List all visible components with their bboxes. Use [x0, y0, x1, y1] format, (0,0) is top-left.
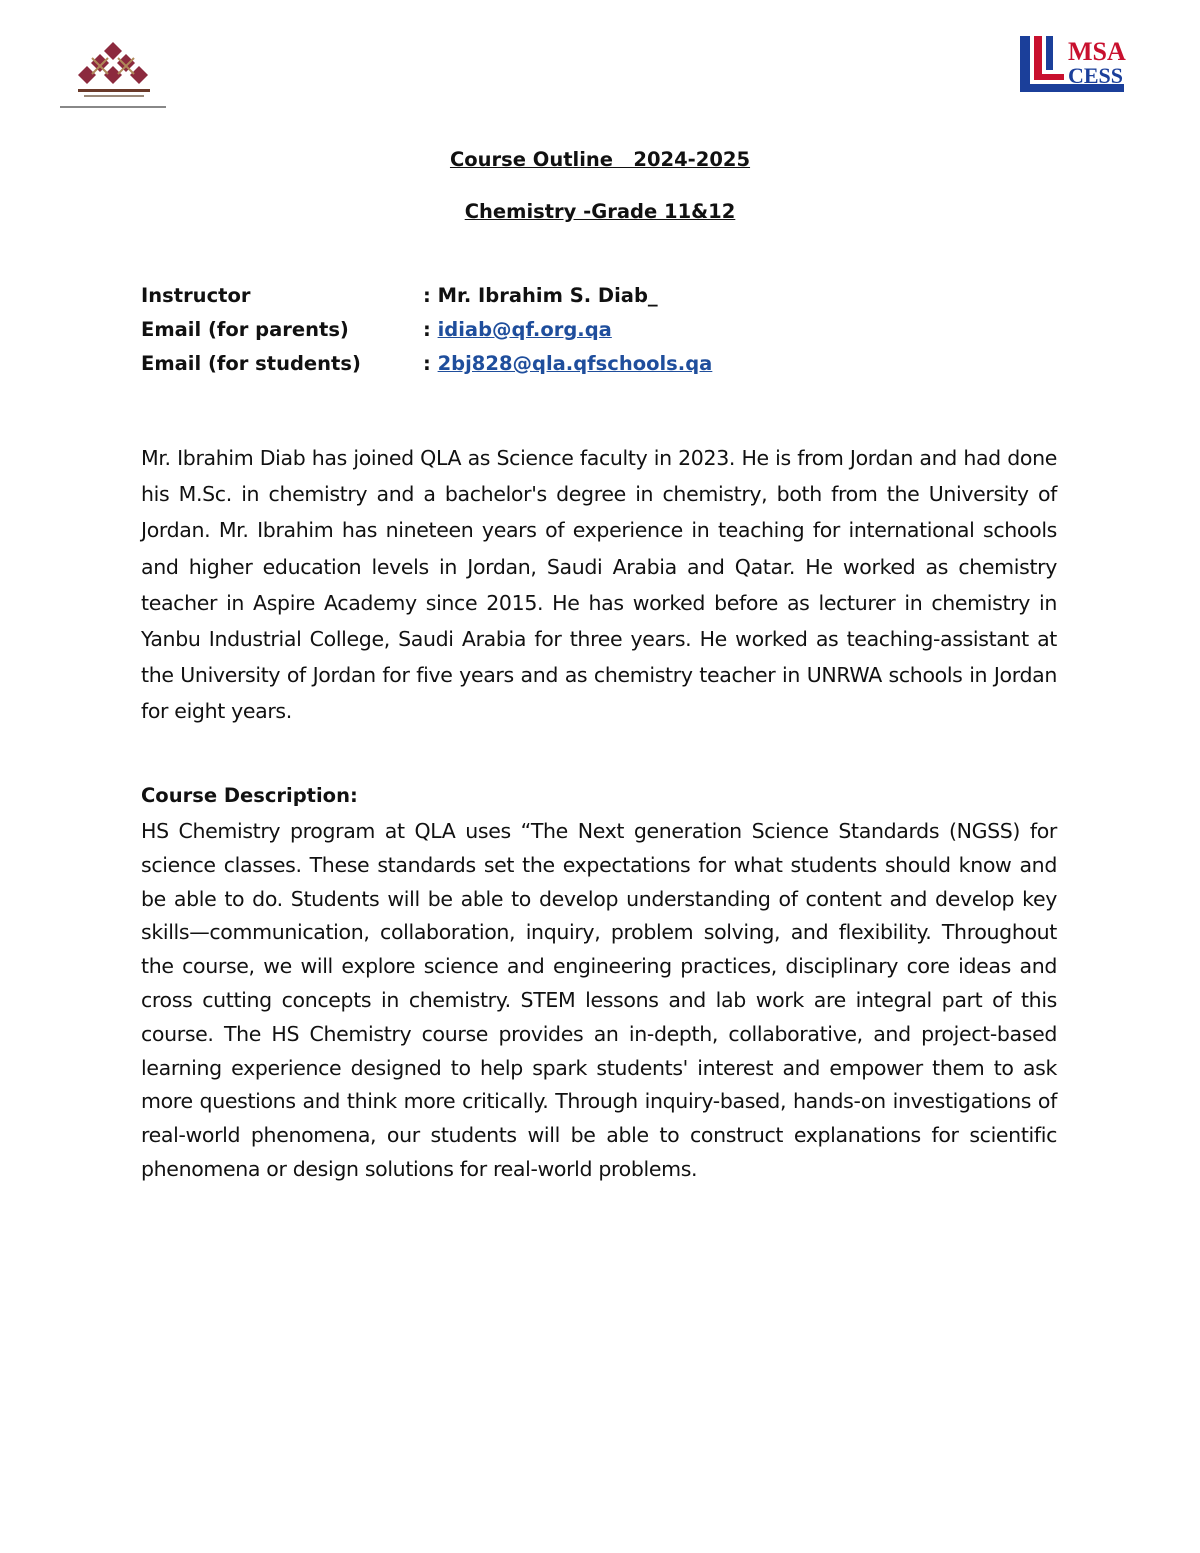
svg-text:MSA: MSA — [1068, 37, 1126, 66]
parents-email-prefix: : — [423, 318, 438, 341]
students-email-label: Email (for students) — [141, 352, 361, 375]
course-subtitle: Chemistry -Grade 11&12 — [464, 200, 736, 223]
students-email-row — [141, 352, 712, 386]
students-email-prefix: : — [423, 352, 438, 375]
course-description-heading: Course Description: — [141, 784, 358, 807]
parents-email-value — [423, 318, 612, 341]
instructor-label: Instructor — [141, 284, 251, 307]
instructor-bio: Mr. Ibrahim Diab has joined QLA as Science faculty in 2023. He is from Jordan and had done his M.Sc. in chemistry and a bachelor's degree in chemistry, both from the University of Jordan. Mr. Ibrahim has nineteen years of experience in teaching for international schools and higher education levels in Jordan, Saudi Arabia and Qatar. He worked as chemistry teacher in Aspire Academy since 2015. He has worked before as lecturer in chemistry in Yanbu Industrial College, Saudi Arabia for three years. He worked as teaching-assistant at the University of Jordan for five years and as chemistry teacher in UNRWA schools in Jordan for eight years. — [141, 446, 1057, 724]
instructor-row — [141, 284, 712, 318]
page-title: Course Outline 2024-2025 — [449, 148, 751, 171]
msa-cess-logo-icon — [1020, 36, 1132, 98]
parents-email-row — [141, 318, 712, 352]
school-crest-icon — [56, 40, 171, 116]
students-email-link[interactable]: 2bj828@qla.qfschools.qa — [437, 352, 713, 375]
parents-email-label: Email (for parents) — [141, 318, 349, 341]
course-description-body: HS Chemistry program at QLA uses “The Next generation Science Standards (NGSS) for science classes. These standards set the expectations for what students should know and be able to do. Students will be able to develop understanding of content and develop key skills—communication, collaboration, inquiry, problem solving, and flexibility. Throughout the course, we will explore science and engineering practices, disciplinary core ideas and cross cutting concepts in chemistry. STEM lessons and lab work are integral part of this course. The HS Chemistry course provides an in-depth, collaborative, and project-based learning experience designed to help spark students' interest and empower them to ask more questions and think more critically. Through inquiry-based, hands-on investigations of real-world phenomena, our students will be able to construct explanations for scientific phenomena or design solutions for real-world problems. — [141, 819, 1057, 1181]
instructor-name: : Mr. Ibrahim S. Diab_ — [423, 284, 658, 307]
instructor-info — [141, 284, 712, 386]
svg-text:CESS: CESS — [1068, 63, 1124, 88]
parents-email-link[interactable]: idiab@qf.org.qa — [437, 318, 612, 341]
students-email-value — [423, 352, 712, 375]
